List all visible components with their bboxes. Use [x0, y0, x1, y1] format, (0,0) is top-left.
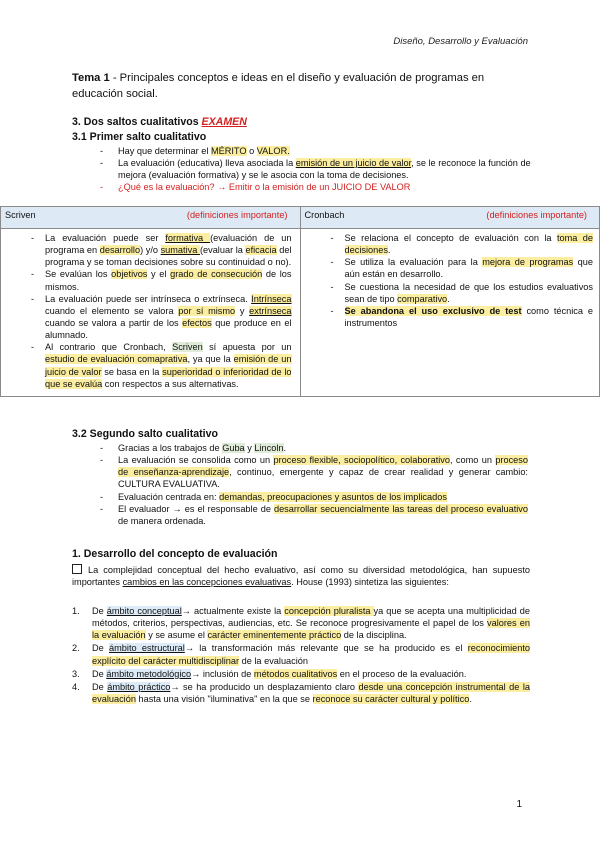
- list-item: - La evaluación (educativa) lleva asociada la emisión de un juicio de valor, se le reconoce la función de mejora (evaluación formativa) y se le asocia con la toma de decisiones.: [98, 157, 538, 181]
- document-title: Tema 1 - Principales conceptos e ideas en el diseño y evaluación de programas en educación social.: [72, 72, 485, 101]
- list-item: - Gracias a los trabajos de Guba y Lincoln.: [98, 442, 528, 454]
- scriven-cell: [1, 229, 301, 397]
- scriven-cronbach-table: [0, 206, 600, 397]
- cronbach-cell: [300, 229, 600, 397]
- section-heading: 3. Dos saltos cualitativos EXAMEN: [72, 116, 247, 128]
- list-item: - ¿Qué es la evaluación? → Emitir o la emisión de un JUICIO DE VALOR: [98, 181, 538, 193]
- second-leap-list: [98, 442, 528, 527]
- concept-intro: La complejidad conceptual del hecho evaluativo, así como su diversidad metodológica, han supuesto importantes cambios en las concepciones evaluativas. House (1993) sintetiza las siguientes:: [72, 565, 530, 588]
- list-item: 2. De ámbito estructural→ la transformación más relevante que se ha producido es el reconocimiento explícito del carácter multidisciplinar de la evaluación: [72, 643, 530, 666]
- list-item: - Hay que determinar el MÉRITO o VALOR.: [98, 145, 538, 157]
- list-item: - Se cuestiona la necesidad de que los estudios evaluativos sean de tipo comparativo.: [301, 281, 594, 305]
- list-item: 4. De ámbito práctico→ se ha producido un desplazamiento claro desde una concepción instrumental de la evaluación hasta una visión "iluminativa" en la que se reconoce su carácter cultural y político.: [72, 681, 530, 704]
- list-item: - Evaluación centrada en: demandas, preocupaciones y asuntos de los implicados: [98, 491, 528, 503]
- house-changes-list: [72, 605, 530, 706]
- subsection-heading-3-2: 3.2 Segundo salto cualitativo: [72, 428, 218, 440]
- list-item: - Se relaciona el concepto de evaluación con la toma de decisiones.: [301, 232, 594, 256]
- list-item: 3. De ámbito metodológico→ inclusión de métodos cualitativos en el proceso de la evaluación.: [72, 668, 467, 679]
- first-leap-list: [98, 145, 538, 194]
- running-header: Diseño, Desarrollo y Evaluación: [393, 36, 528, 47]
- cronbach-header: Cronbach (definiciones importante): [300, 207, 600, 229]
- list-item: - La evaluación se consolida como un proceso flexible, sociopolítico, colaborativo, como un proceso de enseñanza-aprendizaje, continuo, emergente y capaz de crear realidad y generar cambio: CULTURA EVALUATIVA.: [98, 454, 528, 490]
- list-item: - Al contrario que Cronbach, Scriven sí apuesta por un estudio de evaluación comaprativa, ya que la emisión de un juicio de valor se basa en la superioridad o inferioridad de lo que se evalúa con respectos a sus alternativas.: [1, 341, 292, 390]
- exam-tag: EXAMEN: [201, 116, 247, 128]
- list-item: - Se utiliza la evaluación para la mejora de programas que aún están en desarrollo.: [301, 256, 594, 280]
- list-item: - La evaluación puede ser intrínseca o extrínseca. Intrínseca cuando el elemento se valora por sí mismo y extrínseca cuando se valora a partir de los efectos que produce en el alumnado.: [1, 293, 292, 342]
- subsection-heading-3-1: 3.1 Primer salto cualitativo: [72, 131, 207, 143]
- list-item: - Se abandona el uso exclusivo de test como técnica e instrumentos: [301, 305, 594, 329]
- list-item: - Se evalúan los objetivos y el grado de consecución de los mismos.: [1, 268, 292, 292]
- list-item: - El evaluador → es el responsable de desarrollar secuencialmente las tareas del proceso evaluativo de manera ordenada.: [98, 503, 528, 527]
- checkbox-icon[interactable]: [72, 564, 82, 574]
- list-item: 1. De ámbito conceptual→ actualmente existe la concepción pluralista ya que se acepta una multiplicidad de métodos, criterios, perspectivas, audiencias, etc. Se reconoce progresivamente el papel de los valores en la evaluación y se asume el carácter eminentemente práctico de la disciplina.: [72, 606, 530, 641]
- concept-heading: 1. Desarrollo del concepto de evaluación: [72, 548, 278, 560]
- list-item: - La evaluación puede ser formativa (evaluación de un programa en desarrollo) y/o sumativa (evaluar la eficacia del programa y se toman decisiones sobre su continuidad o no).: [1, 232, 292, 268]
- page-number: 1: [516, 799, 522, 810]
- scriven-header: Scriven (definiciones importante): [1, 207, 301, 229]
